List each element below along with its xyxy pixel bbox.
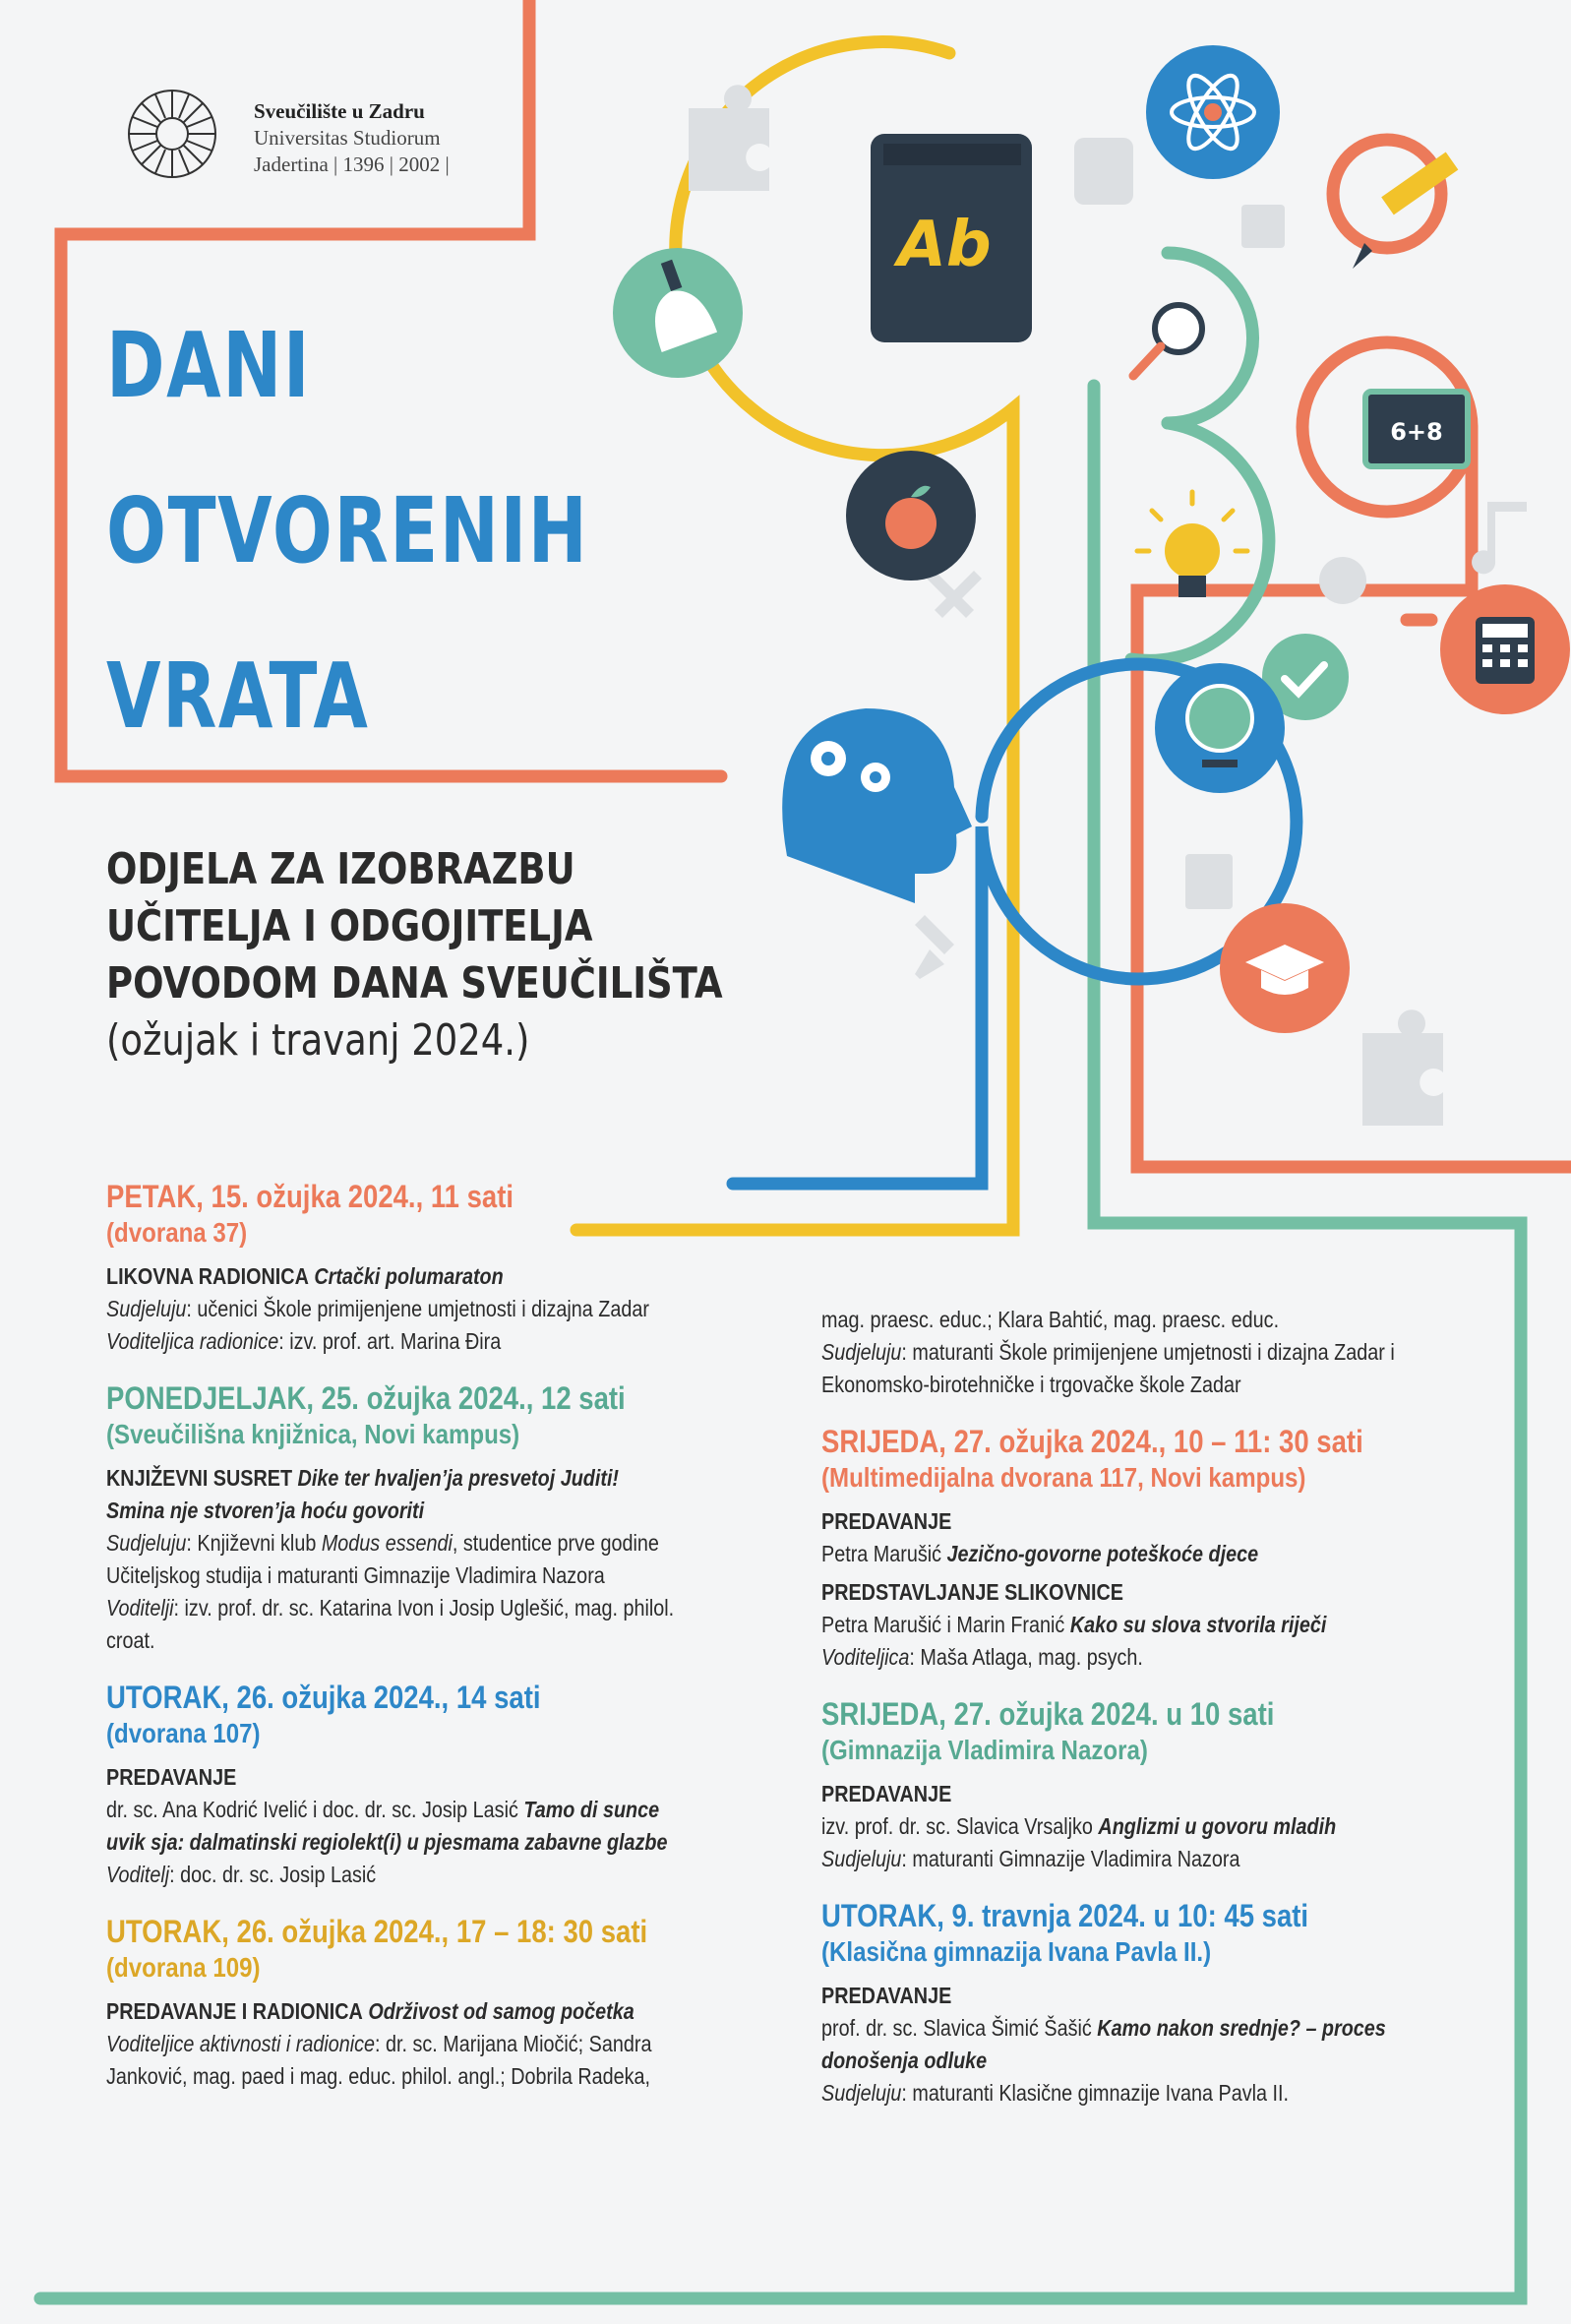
bell-icon: [613, 248, 743, 378]
participants: : učenici Škole primijenjene umjetnosti i dizajna Zadar: [186, 1296, 649, 1321]
event-venue: (Gimnazija Vladimira Nazora): [821, 1735, 1148, 1765]
university-logo-text: [254, 98, 450, 178]
participants-label: Sudjeluju: [821, 2080, 902, 2106]
event-title: Kako su slova stvorila riječi: [1069, 1612, 1327, 1637]
event-type: LIKOVNA RADIONICA: [106, 1263, 309, 1289]
title-line-3: VRATA: [106, 643, 370, 749]
atom-icon: [1146, 45, 1280, 179]
logo-line-1: Sveučilište u Zadru: [254, 99, 425, 123]
speakers: Petra Marušić i Marin Franić: [821, 1612, 1070, 1637]
book-icon: [871, 134, 1032, 342]
event-title: Tamo di sunce uvik sja: dalmatinski regiolekt(i) u pjesmama zabavne glazbe: [106, 1797, 668, 1855]
event-venue: (dvorana 37): [106, 1217, 248, 1248]
leader-label: Voditeljica radionice: [106, 1328, 279, 1354]
pushpin-icon: [915, 915, 954, 979]
event-title: Održivost od samog početka: [368, 1998, 634, 2024]
puzzle-icon: [689, 85, 769, 191]
leader: : doc. dr. sc. Josip Lasić: [169, 1862, 377, 1887]
head-gears-icon: [782, 708, 972, 903]
lightbulb-icon: [1137, 492, 1247, 597]
leader-label: Voditelji: [106, 1595, 174, 1621]
leader-label: Voditeljice aktivnosti i radionice: [106, 2031, 376, 2056]
speakers: dr. sc. Ana Kodrić Ivelić i doc. dr. sc. Josip Lasić: [106, 1797, 524, 1822]
event-date: UTORAK, 26. ožujka 2024., 17 – 18: 30 sati: [106, 1914, 648, 1949]
participants-label: Sudjeluju: [106, 1530, 187, 1556]
clock-icon: [1319, 557, 1366, 604]
university-logo-icon: [129, 91, 215, 177]
page-subtitle: [106, 841, 723, 1070]
club-name: Modus essendi: [321, 1530, 453, 1556]
closed-book-icon: [1185, 854, 1233, 909]
speakers: Petra Marušić: [821, 1541, 947, 1566]
graduation-cap-icon: [1220, 903, 1350, 1033]
leader: : Maša Atlaga, mag. psych.: [909, 1644, 1143, 1670]
scissors-icon: [927, 571, 982, 618]
logo-line-2: Universitas Studiorum: [254, 126, 441, 150]
event-date: SRIJEDA, 27. ožujka 2024., 10 – 11: 30 sati: [821, 1424, 1363, 1459]
event-venue: (Multimedijalna dvorana 117, Novi kampus): [821, 1462, 1306, 1493]
event-date: SRIJEDA, 27. ožujka 2024. u 10 sati: [821, 1696, 1275, 1732]
event-date: PETAK, 15. ožujka 2024., 11 sati: [106, 1179, 514, 1214]
event-type: PREDAVANJE I RADIONICA: [106, 1998, 363, 2024]
subtitle-line-4: (ožujak i travanj 2024.): [106, 1015, 530, 1066]
event-type: KNJIŽEVNI SUSRET: [106, 1465, 293, 1491]
participants: : maturanti Klasične gimnazije Ivana Pavla II.: [901, 2080, 1289, 2106]
schedule-right-column: [821, 1304, 1397, 2131]
leader: : dr. sc. Marijana Miočić; Sandra Janković, mag. paed i mag. educ. philol. angl.; Dobrila Radeka,: [106, 2031, 652, 2089]
page-title: [106, 283, 588, 779]
participants: : Književni klub: [186, 1530, 322, 1556]
puzzle-icon: [1362, 1009, 1443, 1126]
magnifier-icon: [1133, 305, 1202, 376]
leader-continued: mag. praesc. educ.; Klara Bahtić, mag. praesc. educ.: [821, 1307, 1280, 1332]
event-date: PONEDJELJAK, 25. ožujka 2024., 12 sati: [106, 1380, 626, 1416]
event-6: [821, 1695, 1397, 1875]
event-title: Dike ter hvaljen’ja presvetoj Juditi! Smina nje stvoren’ja hoću govoriti: [106, 1465, 620, 1523]
event-3: [106, 1679, 682, 1891]
speakers: prof. dr. sc. Slavica Šimić Šašić: [821, 2015, 1098, 2041]
event-4-continued: [821, 1304, 1397, 1401]
svg-text:Ab: Ab: [897, 209, 992, 281]
participants-rest: , studentice prve godine Učiteljskog studija i maturanti Gimnazije Vladimira Nazora: [106, 1530, 659, 1588]
bus-icon: [1074, 138, 1133, 205]
event-5: [821, 1423, 1397, 1674]
title-line-2: OTVORENIH: [106, 478, 589, 583]
calculator-icon: [1440, 584, 1570, 714]
calendar-icon: [1241, 205, 1285, 248]
event-venue: (dvorana 107): [106, 1718, 261, 1748]
title-line-1: DANI: [106, 313, 312, 418]
chalkboard-icon: [1365, 392, 1468, 466]
event-2: [106, 1379, 682, 1657]
leader: : izv. prof. dr. sc. Katarina Ivon i Josip Uglešić, mag. philol. croat.: [106, 1595, 675, 1653]
event-type: PREDSTAVLJANJE SLIKOVNICE: [821, 1579, 1124, 1605]
event-venue: (Klasična gimnazija Ivana Pavla II.): [821, 1936, 1212, 1967]
participants-label: Sudjeluju: [821, 1846, 902, 1871]
event-venue: (dvorana 109): [106, 1952, 261, 1983]
event-title: Jezično-govorne poteškoće djece: [946, 1541, 1259, 1566]
music-note-icon: [1472, 502, 1527, 574]
participants-label: Sudjeluju: [106, 1296, 187, 1321]
schedule-left-column: [106, 1178, 682, 2114]
speakers: izv. prof. dr. sc. Slavica Vrsaljko: [821, 1813, 1099, 1839]
leader-label: Voditeljica: [821, 1644, 910, 1670]
event-title: Anglizmi u govoru mladih: [1098, 1813, 1337, 1839]
event-type: PREDAVANJE: [821, 1983, 952, 2008]
participants: : maturanti Škole primijenjene umjetnosti i dizajna Zadar i Ekonomsko-birotehničke i trgovačke škole Zadar: [821, 1339, 1395, 1397]
event-date: UTORAK, 9. travnja 2024. u 10: 45 sati: [821, 1898, 1309, 1933]
leader: : izv. prof. art. Marina Đira: [278, 1328, 502, 1354]
event-4: [106, 1913, 682, 2093]
svg-text:6+8: 6+8: [1390, 418, 1443, 446]
event-type: PREDAVANJE: [821, 1508, 952, 1534]
event-1: [106, 1178, 682, 1358]
leader-label: Voditelj: [106, 1862, 170, 1887]
event-date: UTORAK, 26. ožujka 2024., 14 sati: [106, 1680, 541, 1715]
logo-line-3: Jadertina | 1396 | 2002 |: [254, 153, 450, 176]
participants-label: Sudjeluju: [821, 1339, 902, 1365]
event-7: [821, 1897, 1397, 2110]
event-type: PREDAVANJE: [821, 1781, 952, 1806]
event-type: PREDAVANJE: [106, 1764, 237, 1790]
subtitle-line-1: ODJELA ZA IZOBRAZBU: [106, 844, 575, 894]
apple-icon: [846, 451, 976, 581]
event-title: Crtački polumaraton: [314, 1263, 504, 1289]
subtitle-line-3: POVODOM DANA SVEUČILIŠTA: [106, 958, 723, 1009]
participants: : maturanti Gimnazije Vladimira Nazora: [901, 1846, 1240, 1871]
event-venue: (Sveučilišna knjižnica, Novi kampus): [106, 1419, 520, 1449]
subtitle-line-2: UČITELJA I ODGOJITELJA: [106, 901, 593, 951]
event-title: Kamo nakon srednje? – proces donošenja odluke: [821, 2015, 1386, 2073]
globe-icon: [1155, 663, 1285, 793]
